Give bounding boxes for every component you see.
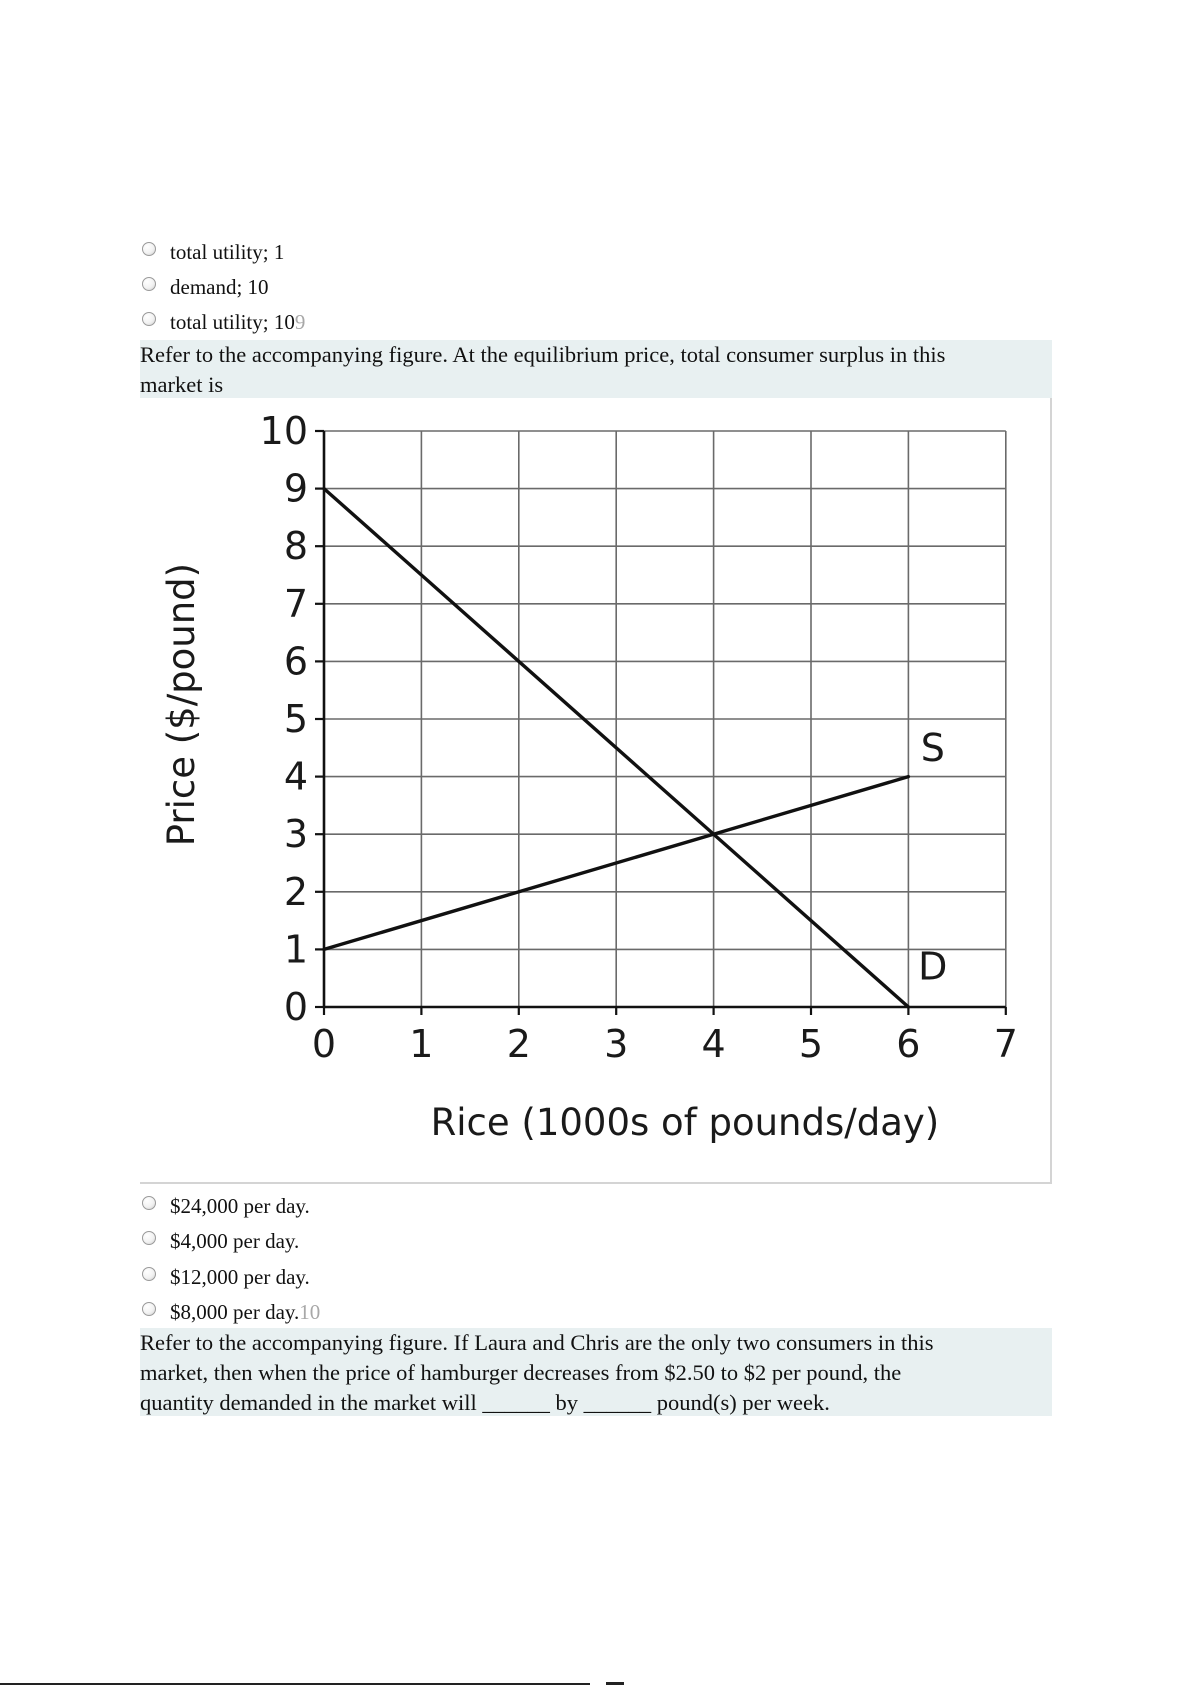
y-tick-label: 10 [259,409,308,453]
y-axis-label: Price ($/pound) [160,562,203,847]
answer-option[interactable] [142,307,305,337]
radio-button[interactable] [142,1302,156,1316]
option-label: total utility; 1 [170,239,285,264]
question-text [140,340,1052,398]
x-axis-label: Rice (1000s of pounds/day) [430,1101,940,1144]
question-line: market is [140,372,224,397]
y-tick-label: 6 [283,639,308,684]
radio-button[interactable] [142,1231,156,1245]
answer-option[interactable] [142,272,269,302]
y-tick-label: 2 [283,869,308,914]
y-tick-label: 9 [283,466,308,511]
y-tick-label: 7 [283,581,308,626]
question-text [140,1328,1052,1416]
y-tick-label: 0 [283,985,308,1029]
question-number: 9 [294,309,306,334]
curve-label: D [918,944,948,989]
radio-button[interactable] [142,242,156,256]
y-tick-label: 8 [283,524,308,569]
question-number: 10 [299,1299,321,1324]
option-label: $24,000 per day. [170,1193,310,1218]
option-label: $12,000 per day. [170,1264,310,1289]
y-tick-label: 5 [283,697,308,741]
x-tick-label: 1 [409,1022,434,1066]
option-label: demand; 10 [170,274,269,299]
option-label: $4,000 per day. [170,1228,300,1253]
question-line: Refer to the accompanying figure. At the equilibrium price, total consumer surplus in this [140,342,946,367]
x-tick-label: 4 [701,1022,726,1066]
supply-demand-chart [140,398,1048,1180]
option-label: total utility; 10 [170,309,295,334]
curve-label: S [920,725,945,770]
answer-option[interactable] [142,1226,299,1256]
x-tick-label: 7 [993,1022,1018,1066]
y-tick-label: 3 [283,812,308,857]
y-tick-label: 4 [283,754,308,799]
answer-option[interactable] [142,1297,320,1327]
answer-option[interactable] [142,1191,310,1221]
x-tick-label: 2 [506,1022,531,1066]
question-line: Refer to the accompanying figure. If Laura and Chris are the only two consumers in this [140,1330,934,1355]
question-line: quantity demanded in the market will ______ by ______ pound(s) per week. [140,1390,830,1415]
question-line: market, then when the price of hamburger decreases from $2.50 to $2 per pound, the [140,1360,902,1385]
x-tick-label: 5 [798,1022,824,1066]
x-tick-label: 0 [311,1022,337,1066]
radio-button[interactable] [142,1196,156,1210]
x-tick-label: 3 [604,1022,629,1066]
answer-option[interactable] [142,1262,310,1292]
x-tick-label: 6 [896,1022,921,1066]
y-tick-label: 1 [283,927,308,972]
answer-option[interactable] [142,237,284,267]
option-label: $8,000 per day. [170,1299,300,1324]
question-figure [140,398,1052,1184]
radio-button[interactable] [142,1267,156,1281]
radio-button[interactable] [142,277,156,291]
radio-button[interactable] [142,312,156,326]
